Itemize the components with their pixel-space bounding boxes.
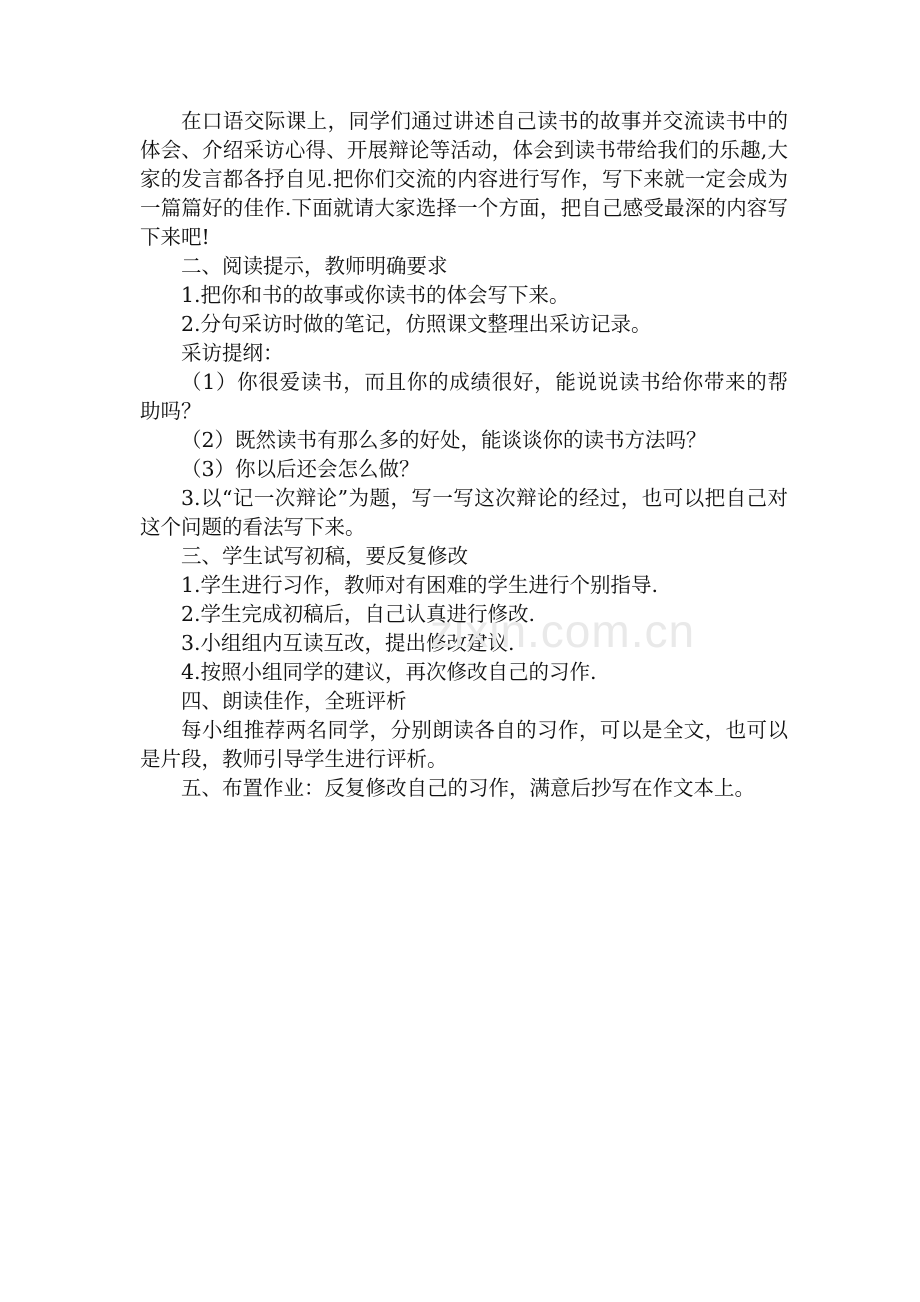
list-item: 3.小组组内互读互改，提出修改建议. xyxy=(181,631,515,655)
document-body xyxy=(140,107,788,803)
watermark: zixin.com.cn xyxy=(430,605,696,657)
section-heading-2: 二、阅读提示，教师明确要求 xyxy=(181,254,448,278)
section-heading-4: 四、朗读佳作，全班评析 xyxy=(181,689,407,713)
section-heading-5: 五、布置作业：反复修改自己的习作，满意后抄写在作文本上。 xyxy=(181,776,755,800)
list-item: 3.以“记一次辩论”为题，写一写这次辩论的经过，也可以把自己对这个问题的看法写下来。 xyxy=(140,486,788,539)
section-heading-3: 三、学生试写初稿，要反复修改 xyxy=(181,544,468,568)
paragraph-intro: 在口语交际课上，同学们通过讲述自己读书的故事并交流读书中的体会、介绍采访心得、开展辩论等活动，体会到读书带给我们的乐趣,大家的发言都各抒自见.把你们交流的内容进行写作，写下来就一定会成为一篇篇好的佳作.下面就请大家选择一个方面，把自己感受最深的内容写下来吧! xyxy=(140,109,788,249)
interview-question: （2）既然读书有那么多的好处，能谈谈你的读书方法吗？ xyxy=(181,428,707,452)
list-item: 1.把你和书的故事或你读书的体会写下来。 xyxy=(181,283,570,307)
list-item: 1.学生进行习作，教师对有困难的学生进行个别指导. xyxy=(181,573,659,597)
interview-outline-label: 采访提纲： xyxy=(181,341,284,365)
list-item: 4.按照小组同学的建议，再次修改自己的习作. xyxy=(181,660,597,684)
list-item: 2.学生完成初稿后，自己认真进行修改. xyxy=(181,602,536,626)
paragraph-recommend: 每小组推荐两名同学，分别朗读各自的习作，可以是全文，也可以是片段，教师引导学生进行评析。 xyxy=(140,718,788,771)
interview-question: （1）你很爱读书，而且你的成绩很好，能说说读书给你带来的帮助吗？ xyxy=(140,370,788,423)
interview-question: （3）你以后还会怎么做？ xyxy=(181,457,420,481)
list-item: 2.分句采访时做的笔记，仿照课文整理出采访记录。 xyxy=(181,312,652,336)
